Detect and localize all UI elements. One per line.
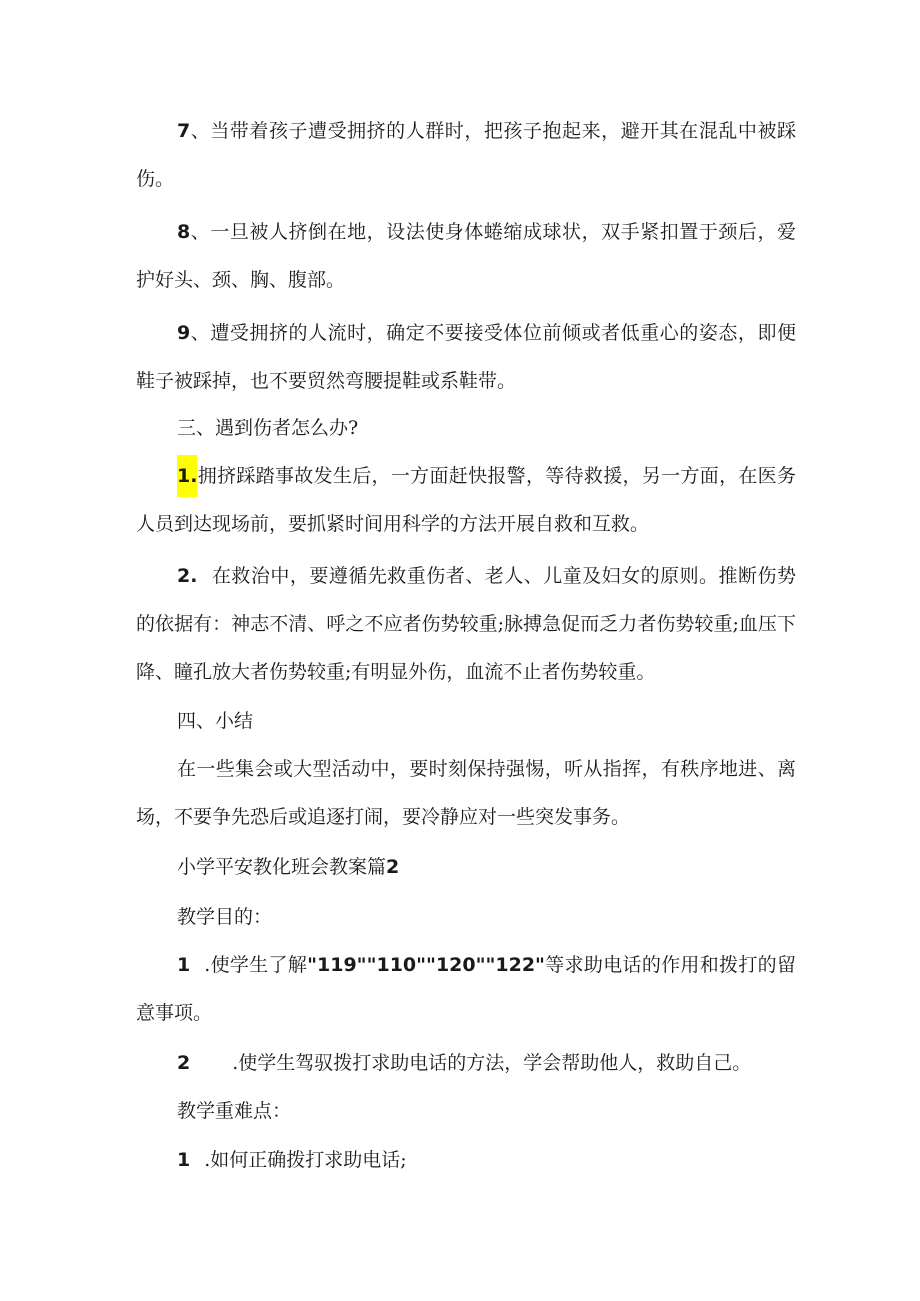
paragraph-summary: 在一些集会或大型活动中，要时刻保持强惕，听从指挥，有秩序地进、离场，不要争先恐后或追逐打闹，要冷静应对一些突发事务。 <box>136 758 796 828</box>
item-separator: 、 <box>190 322 211 344</box>
paragraph-text: .使学生驾驭拨打求助电话的方法，学会帮助他人，救助自己。 <box>232 1052 752 1074</box>
item-separator: 、 <box>190 221 211 243</box>
lesson-title <box>136 843 796 891</box>
paragraph-text: .如何正确拨打求助电话; <box>204 1149 407 1171</box>
section-heading-3: 三、遇到伤者怎么办? <box>177 417 359 439</box>
lesson-title-text: 小学平安教化班会教案篇 <box>177 856 387 878</box>
item-number: 8 <box>177 221 191 243</box>
emergency-numbers: "119""110""120""122" <box>307 954 545 976</box>
key-point-item-1 <box>136 1136 796 1184</box>
highlighted-item-number: 1. <box>177 455 197 497</box>
paragraph-rescue-1 <box>136 452 796 548</box>
paragraph-9 <box>136 309 796 405</box>
lesson-title-number: 2 <box>386 856 400 878</box>
paragraph-7 <box>136 107 796 203</box>
item-number: 7 <box>177 120 191 142</box>
paragraph-text: 在救治中，要遵循先救重伤者、老人、儿童及妇女的原则。推断伤势的依据有：神志不清、呼之不应者伤势较重;脉搏急促而乏力者伤势较重;血压下降、瞳孔放大者伤势较重;有明显外伤，血流不止者伤势较重。 <box>136 565 796 683</box>
paragraph-text: 等求助电话的作用和拨打的留意事项。 <box>136 954 796 1024</box>
item-separator: 、 <box>190 120 211 142</box>
goal-item-2 <box>136 1039 796 1087</box>
paragraph-text: .使学生了解 <box>204 954 308 976</box>
goal-item-1 <box>136 941 796 1037</box>
paragraph-rescue-2 <box>136 552 796 696</box>
item-number: 1 <box>177 954 191 976</box>
paragraph-text: 当带着孩子遭受拥挤的人群时，把孩子抱起来，避开其在混乱中被踩伤。 <box>136 120 796 190</box>
teaching-goals-heading: 教学目的： <box>177 906 273 928</box>
item-number: 2 <box>177 1052 191 1074</box>
item-number: 2. <box>177 565 198 587</box>
paragraph-text: 拥挤踩踏事故发生后，一方面赶快报警，等待救援，另一方面，在医务人员到达现场前，要抓紧时间用科学的方法开展自救和互救。 <box>136 465 796 535</box>
paragraph-text: 遭受拥挤的人流时，确定不要接受体位前倾或者低重心的姿态，即便鞋子被踩掉，也不要贸然弯腰提鞋或系鞋带。 <box>136 322 796 392</box>
item-number: 9 <box>177 322 191 344</box>
paragraph-8 <box>136 208 796 304</box>
item-number: 1 <box>177 1149 191 1171</box>
paragraph-text: 一旦被人挤倒在地，设法使身体蜷缩成球状，双手紧扣置于颈后，爱护好头、颈、胸、腹部。 <box>136 221 796 291</box>
key-points-heading: 教学重难点： <box>177 1100 292 1122</box>
section-heading-4: 四、小结 <box>177 710 254 732</box>
